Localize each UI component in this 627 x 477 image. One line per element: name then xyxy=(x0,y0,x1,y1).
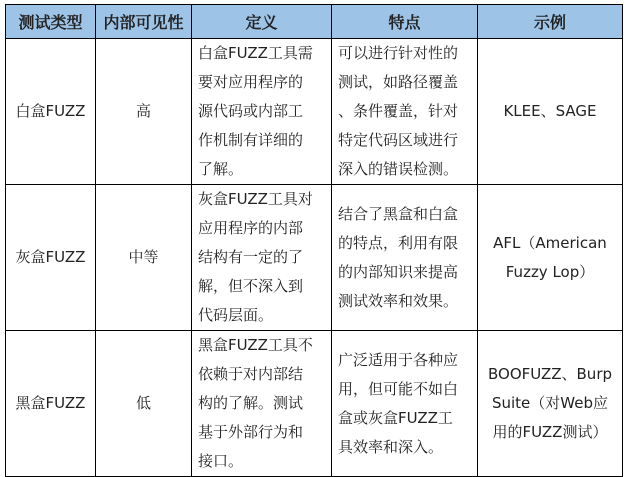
cell-features: 广泛适用于各种应 用，但可能不如白 盒或灰盒FUZZ工 具效率和深入。 xyxy=(332,331,478,477)
fuzz-comparison-table xyxy=(5,4,623,477)
cell-examples: BOOFUZZ、Burp Suite（对Web应 用的FUZZ测试） xyxy=(478,331,623,477)
header-features: 特点 xyxy=(332,5,478,39)
cell-features: 可以进行针对性的 测试，如路径覆盖 、条件覆盖，针对 特定代码区域进行 深入的错误检测。 xyxy=(332,39,478,185)
table-row xyxy=(6,185,623,331)
cell-type: 白盒FUZZ xyxy=(6,39,96,185)
cell-definition: 黑盒FUZZ工具不 依赖于对内部结 构的了解。测试 基于外部行为和 接口。 xyxy=(192,331,332,477)
cell-type: 灰盒FUZZ xyxy=(6,185,96,331)
table-row xyxy=(6,39,623,185)
cell-features: 结合了黑盒和白盒 的特点，利用有限 的内部知识来提高 测试效率和效果。 xyxy=(332,185,478,331)
cell-examples: KLEE、SAGE xyxy=(478,39,623,185)
cell-type: 黑盒FUZZ xyxy=(6,331,96,477)
header-row xyxy=(6,5,623,39)
header-type: 测试类型 xyxy=(6,5,96,39)
header-visibility: 内部可见性 xyxy=(96,5,192,39)
cell-visibility: 高 xyxy=(96,39,192,185)
cell-visibility: 低 xyxy=(96,331,192,477)
header-examples: 示例 xyxy=(478,5,623,39)
header-definition: 定义 xyxy=(192,5,332,39)
table-row xyxy=(6,331,623,477)
cell-definition: 灰盒FUZZ工具对 应用程序的内部 结构有一定的了 解，但不深入到 代码层面。 xyxy=(192,185,332,331)
cell-examples: AFL（American Fuzzy Lop） xyxy=(478,185,623,331)
cell-visibility: 中等 xyxy=(96,185,192,331)
cell-definition: 白盒FUZZ工具需 要对应用程序的 源代码或内部工 作机制有详细的 了解。 xyxy=(192,39,332,185)
